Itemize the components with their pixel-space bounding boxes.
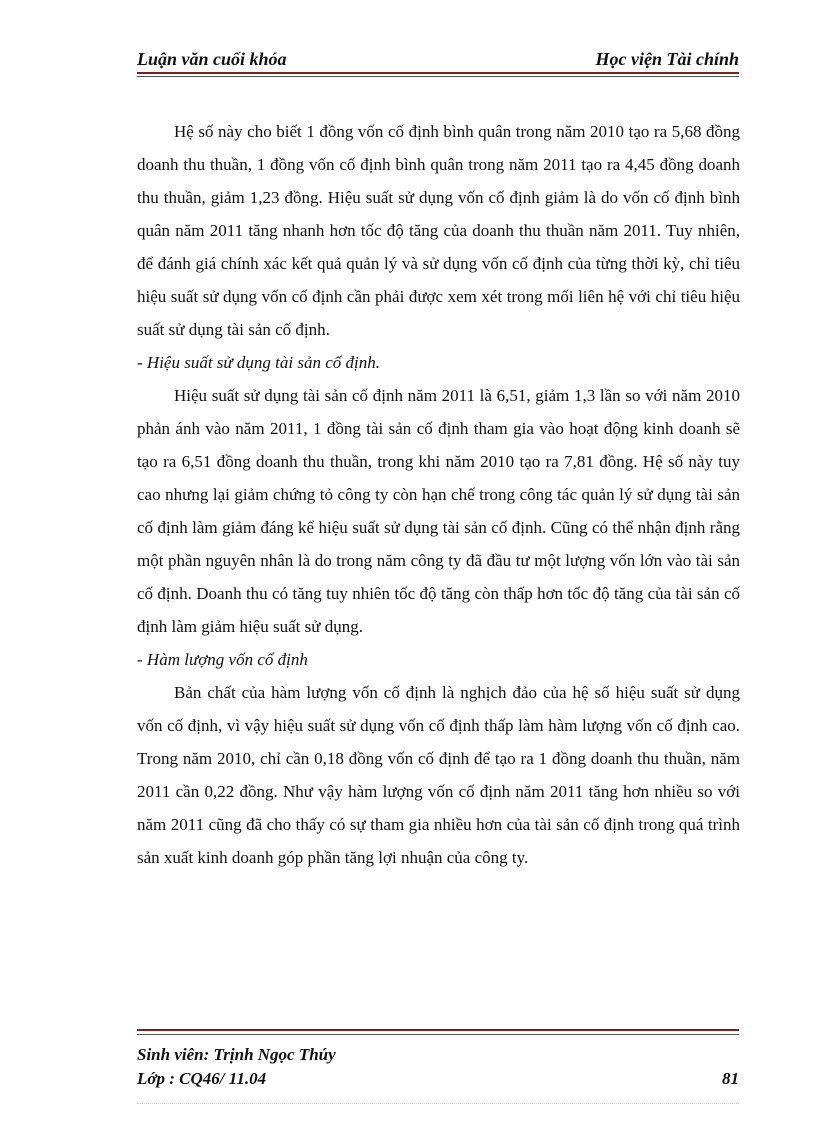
footer-student: Sinh viên: Trịnh Ngọc Thúy [137,1045,336,1064]
paragraph: Bản chất của hàm lượng vốn cố định là nghịch đảo của hệ số hiệu suất sử dụng vốn cố định, vì vậy hiệu suất sử dụng vốn cố định thấp làm hàm lượng vốn cố định cao. Trong năm 2010, chỉ cần 0,18 đồng vốn cố định để tạo ra 1 đồng doanh thu thuần, năm 2011 cần 0,22 đồng. Như vậy hàm lượng vốn cố định năm 2011 tăng hơn nhiều so với năm 2011 cũng đã cho thấy có sự tham gia nhiều hơn của tài sản cố định trong quá trình sản xuất kinh doanh góp phần tăng lợi nhuận của công ty. [137,683,740,867]
section-heading: - Hàm lượng vốn cố định [137,650,308,669]
paragraph: Hệ số này cho biết 1 đồng vốn cố định bình quân trong năm 2010 tạo ra 5,68 đồng doanh thu thuần, 1 đồng vốn cố định bình quân trong năm 2011 tạo ra 4,45 đồng doanh thu thuần, giảm 1,23 đồng. Hiệu suất sử dụng vốn cố định giảm là do vốn cố định bình quân năm 2011 tăng nhanh hơn tốc độ tăng của doanh thu thuần năm 2011. Tuy nhiên, để đánh giá chính xác kết quả quản lý và sử dụng vốn cố định của từng thời kỳ, chỉ tiêu hiệu suất sử dụng vốn cố định cần phải được xem xét trong mối liên hệ với chỉ tiêu hiệu suất sử dụng tài sản cố định. [137,122,740,339]
header-title-left: Luận văn cuối khóa [137,49,287,69]
header-rule [137,72,739,74]
document-body [137,115,740,874]
footer-dotted-line [137,1103,739,1104]
header-rule-thin [137,76,739,77]
paragraph: Hiệu suất sử dụng tài sản cố định năm 2011 là 6,51, giảm 1,3 lần so với năm 2010 phản ánh vào năm 2011, 1 đồng tài sản cố định tham gia vào hoạt động kinh doanh sẽ tạo ra 6,51 đồng doanh thu thuần, trong khi năm 2010 tạo ra 7,81 đồng. Hệ số này tuy cao nhưng lại giảm chứng tỏ công ty còn hạn chế trong công tác quản lý sử dụng tài sản cố định làm giảm đáng kể hiệu suất sử dụng tài sản cố định. Cũng có thể nhận định rằng một phần nguyên nhân là do trong năm công ty đã đầu tư một lượng vốn lớn vào tài sản cố định. Doanh thu có tăng tuy nhiên tốc độ tăng còn thấp hơn tốc độ tăng của tài sản cố định làm giảm hiệu suất sử dụng. [137,386,740,636]
footer-class: Lớp : CQ46/ 11.04 [137,1069,267,1088]
footer-rule [137,1029,739,1031]
section-heading: - Hiệu suất sử dụng tài sản cố định. [137,353,381,372]
page-header [137,44,739,70]
footer-rule-thin [137,1034,739,1035]
page-footer [137,1043,739,1091]
header-title-right: Học viện Tài chính [595,49,739,69]
page-number: 81 [722,1069,739,1088]
